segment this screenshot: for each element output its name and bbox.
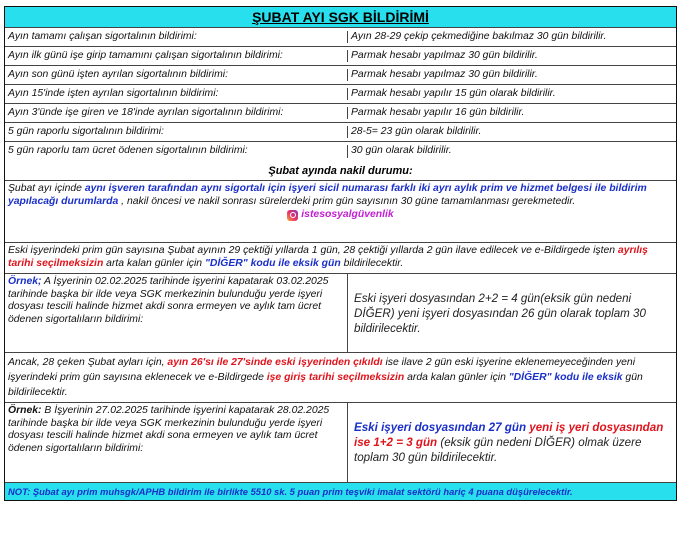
row-value: Parmak hesabı yapılmaz 30 gün bildirilir. xyxy=(351,68,538,80)
row-label: 5 gün raporlu tam ücret ödenen sigortalının bildirimi: xyxy=(5,145,348,158)
example2-label: Örnek: xyxy=(8,405,42,416)
row-label: Ayın 15'inde işten ayrılan sigortalının bildirimi: xyxy=(5,88,348,101)
row-label: Ayın ilk günü işe girip tamamını çalışan sigortalının bildirimi: xyxy=(5,50,348,63)
para2-text: Eski işyerindeki prim gün sayısına Şubat ayının 29 çektiği yıllarda 1 gün, 28 çektiği yıllarda 2 gün ilave edilecek ve e-Bildirgede işten xyxy=(8,245,618,256)
para3-text-end: gün bildirilecektir. xyxy=(8,372,643,398)
example-1 xyxy=(5,274,676,353)
sgk-notice-table xyxy=(4,6,677,501)
para1-highlight: aynı işveren tarafından aynı sigortalı için işyeri sicil numarası farklı iki ayrı aylık prim ve hizmet belgesi ile bildirim yapılacağı durumlarda xyxy=(8,183,647,207)
table-row xyxy=(5,66,676,85)
para3-red: ayın 26'sı ile 27'sinde eski işyerinden çıkıldı xyxy=(167,357,383,368)
table-row xyxy=(5,85,676,104)
instagram-icon xyxy=(287,210,298,221)
example1-label: Örnek; xyxy=(8,276,42,287)
row-value: 30 gün olarak bildirilir. xyxy=(351,145,452,157)
para3-blue: "DİĞER" kodu ile eksik xyxy=(508,372,623,383)
para3-text-mid-2: arda kalan günler için xyxy=(404,372,509,383)
example-2 xyxy=(5,403,676,483)
table-row xyxy=(5,104,676,123)
row-label: 5 gün raporlu sigortalının bildirimi: xyxy=(5,126,348,139)
instagram-handle xyxy=(8,209,673,222)
table-row xyxy=(5,47,676,66)
example2-result-red: yeni iş yeri dosyasından ise 1+2 = 3 gün xyxy=(354,421,664,449)
page-title: ŞUBAT AYI SGK BİLDİRİMİ xyxy=(5,7,676,28)
para3-red-2: işe giriş tarihi seçilmeksizin xyxy=(266,372,405,383)
example2-result-blue: Eski işyeri dosyasından 27 gün xyxy=(354,421,527,434)
example1-result: Eski işyeri dosyasından 2+2 = 4 gün(eksik gün nedeni DİĞER) yeni işyeri dosyasından 26 gün olarak toplam 30 bildirilecektir. xyxy=(354,291,646,335)
para1-text-end: , nakil öncesi ve nakil sonrası sürelerdeki prim gün sayısının 30 güne tamamlanması gerekmetedir. xyxy=(118,195,576,207)
example2-result-text: (eksik gün nedeni DİĞER) olmak üzere toplam 30 gün bildirilecektir. xyxy=(354,436,642,464)
old-workplace-paragraph xyxy=(5,243,676,274)
para2-text-mid: arta kalan günler için xyxy=(103,257,205,269)
transfer-paragraph xyxy=(5,181,676,243)
row-value: 28-5= 23 gün olarak bildirilir. xyxy=(351,125,482,137)
table-row xyxy=(5,142,676,161)
para3-text-mid: ise ilave 2 gün eski işyerine eklenemeyeceğinden yeni işyerindeki prim gün sayısına eklenecek ve e-Bildirgede xyxy=(8,357,636,383)
para2-blue: "DİĞER" kodu ile eksik gün xyxy=(204,257,341,269)
row-value: Ayın 28-29 çekip çekmediğine bakılmaz 30 gün bildirilir. xyxy=(351,30,607,42)
row-value: Parmak hesabı yapılır 15 gün olarak bildirilir. xyxy=(351,87,556,99)
para1-text: Şubat ayı içinde xyxy=(8,183,85,194)
example2-text: B İşyerinin 27.02.2025 tarihinde işyerini kapatarak 28.02.2025 tarihinde başka bir ilde veya SGK merkezinin bulunduğu yerde işyeri dosyası tescili halinde hizmet akdi sona ermeyen ve aylık tam ücret ödenen sigortalıların bildirimi: xyxy=(8,405,330,454)
row-value: Parmak hesabı yapılmaz 30 gün bildirilir. xyxy=(351,49,538,61)
row-label: Ayın 3'ünde işe giren ve 18'inde ayrılan sigortalının bildirimi: xyxy=(5,107,348,120)
footer-note: NOT: Şubat ayı prim muhsgk/APHB bildirim ile birlikte 5510 sk. 5 puan prim teşviki imalat sektörü hariç 4 puana düşürelecektir. xyxy=(5,483,676,500)
table-row xyxy=(5,28,676,47)
para2-text-end: bildirilecektir. xyxy=(340,257,404,269)
instagram-handle-text: istesosyalgüvenlik xyxy=(301,209,394,220)
para2-red: ayrılış tarihi seçilmeksizin xyxy=(8,245,648,269)
exception-paragraph xyxy=(5,353,676,403)
table-row xyxy=(5,123,676,142)
row-label: Ayın son günü işten ayrılan sigortalının bildirimi: xyxy=(5,69,348,82)
example1-text: A İşyerinin 02.02.2025 tarihinde işyerini kapatarak 03.02.2025 tarihinde başka bir ilde veya SGK merkezinin bulunduğu yerde işyeri dosyası tescili halinde hizmet akdi sonra ermeyen ve aylık tam ücret ödenen sigortalıların bildirimi: xyxy=(8,276,329,325)
section-subheading: Şubat ayında nakil durumu: xyxy=(5,161,676,181)
row-value: Parmak hesabı yapılır 16 gün bildirilir. xyxy=(351,106,525,118)
row-label: Ayın tamamı çalışan sigortalının bildirimi: xyxy=(5,31,348,44)
para3-text: Ancak, 28 çeken Şubat ayları için, xyxy=(8,357,168,368)
